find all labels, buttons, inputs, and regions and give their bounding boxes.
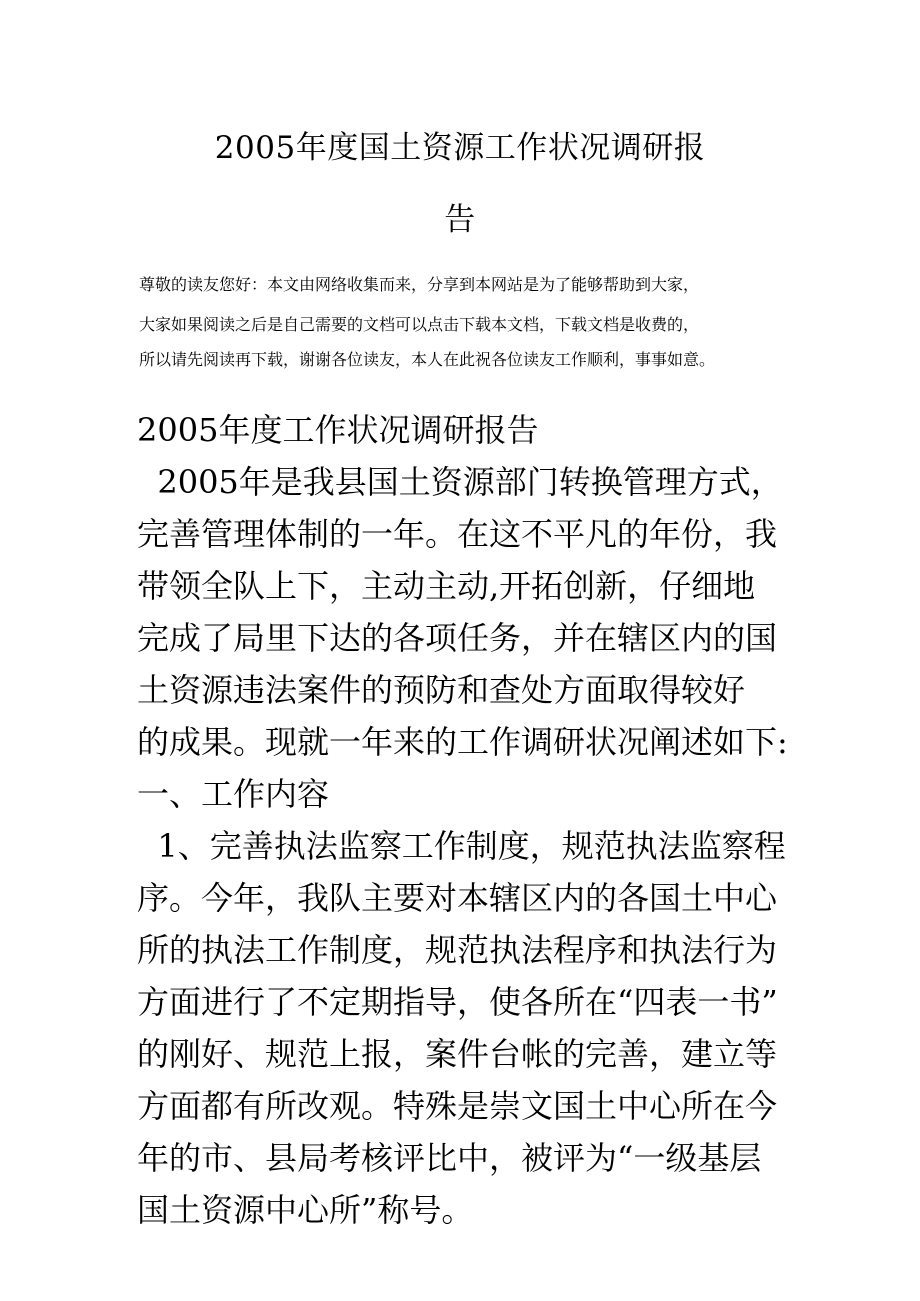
notice-line-3: 所以请先阅读再下载，谢谢各位读友，本人在此祝各位读友工作顺利，事事如意。: [139, 350, 716, 369]
document-title-line-1: 2005年度国土资源工作状况调研报: [214, 130, 706, 166]
notice-line-2: 大家如果阅读之后是自己需要的文档可以点击下载本文档，下载文档是收费的，: [139, 315, 700, 334]
notice-line-1: 尊敬的读友您好：本文由网络收集而来，分享到本网站是为了能够帮助到大家，: [139, 275, 700, 294]
body-line-4: 完成了局里下达的各项任务，并在辖区内的国: [137, 619, 778, 657]
body-line-10: 所的执法工作制度，规范执法程序和执法行为: [137, 931, 778, 969]
section-heading: 2005年度工作状况调研报告: [137, 411, 539, 449]
subsection-heading: 一、工作内容: [137, 775, 330, 813]
body-line-3: 带领全队上下，主动主动,开拓创新，仔细地: [137, 567, 756, 605]
body-line-13: 方面都有所改观。特殊是崇文国土中心所在今: [137, 1087, 778, 1125]
document-title-line-2: 告: [444, 202, 476, 238]
body-line-11: 方面进行了不定期指导，使各所在“四表一书”: [137, 983, 778, 1021]
body-line-14: 年的市、县局考核评比中，被评为“一级基层: [137, 1139, 762, 1177]
body-line-5: 土资源违法案件的预防和查处方面取得较好: [137, 671, 746, 709]
body-line-12: 的刚好、规范上报，案件台帐的完善，建立等: [137, 1035, 778, 1073]
body-line-1: 2005年是我县国土资源部门转换管理方式，: [137, 463, 783, 501]
body-line-2: 完善管理体制的一年。在这不平凡的年份，我: [137, 515, 778, 553]
body-line-15: 国土资源中心所”称号。: [137, 1191, 474, 1229]
body-line-6: 的成果。现就一年来的工作调研状况阐述如下:: [137, 723, 788, 761]
body-line-8: 1、完善执法监察工作制度，规范执法监察程: [137, 827, 786, 865]
body-line-9: 序。今年，我队主要对本辖区内的各国土中心: [137, 879, 778, 917]
